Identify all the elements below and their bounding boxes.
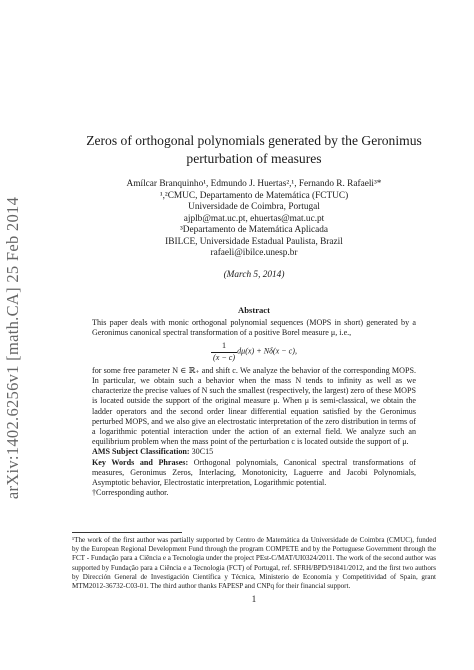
footnote-rule [72,532,182,533]
affiliation-1: ¹,²CMUC, Departamento de Matemática (FCTUC) [159,190,349,201]
equation-numerator: 1 [211,341,237,352]
measure-equation [92,341,416,362]
funding-footnote: ¹The work of the first author was partially supported by Centro de Matemática da Universidade de Coimbra (CMUC), funded by the European Regional Development Fund through the program COMPETE and by the Portuguese Government through the FCT - Fundação para a Ciência e a Tecnologia under the project PEst-C/MAT/UI0324/2011. The work of the second author was supported by Fundação para a Ciência e a Tecnologia (FCT) of Portugal, ref. SFRH/BPD/91841/2012, and the first two authors by Dirección General de Investigación Científica y Técnica, Ministerio de Economía y Competitividad of Spain, grant MTM2012-36732-C03-01. The third author thanks FAPESP and CNPq for their financial support. [72,536,436,591]
msc-value: 30C15 [189,447,214,457]
abstract-body: for some free parameter N ∈ ℝ₊ and shift c. We analyze the behavior of the corresponding MOPS. In particular, we obtain such a behavior when the mass N tends to infinity as well as we characterize the precise values of N such the smallest (respectively, the largest) zero of these MOPS is located outside the support of the original measure μ. When μ is semi-classical, we obtain the ladder operators and the second order linear differential equation satisfied by the Geronimus perturbed MOPS, and we also give an electrostatic interpretation of the zero distribution in terms of a logarithmic potential interaction under the action of an external field. We analyze such an equilibrium problem when the mass point of the perturbation c is located outside the support of μ. [92,365,416,447]
equation-denominator: (x − c) [213,352,236,362]
paper-title [72,132,436,168]
arxiv-id: arXiv:1402.6256v1 [math.CA] 25 Feb 2014 [3,196,23,499]
author-email-2: rafaeli@ibilce.unesp.br [210,248,298,258]
keywords-value: Orthogonal polynomials, Canonical spectral transformations of measures, Geronimus Zeros, Interlacing, Monotonicity, Laguerre and Jacobi Polynomials, Asymptotic behavior, Electrostatic interpretation, Logarithmic potential. [92,457,416,488]
author-emails-1: ajplb@mat.uc.pt, ehuertas@mat.uc.pt [183,213,325,224]
keywords-label: Key Words and Phrases: [92,457,189,467]
arxiv-stamp [2,180,24,515]
abstract-heading: Abstract [238,305,270,315]
title-line-1: Zeros of orthogonal polynomials generated by the Geronimus [86,133,422,148]
page-number: 1 [251,595,257,605]
equation-tail: dμ(x) + Nδ(x − c), [237,347,297,356]
equation-fraction [211,341,237,362]
author-names: Amílcar Branquinho¹, Edmundo J. Huertas²,¹, Fernando R. Rafaeli³* [126,179,382,189]
affiliation-2: ³Departamento de Matemática Aplicada [179,225,329,235]
abstract-intro: This paper deals with monic orthogonal polynomial sequences (MOPS in short) generated by a Geronimus canonical spectral transformation of a positive Borel measure μ, i.e., [92,318,416,338]
title-line-2: perturbation of measures [186,151,322,166]
paper-date: (March 5, 2014) [223,269,285,280]
affiliation-1-place: Universidade de Coimbra, Portugal [188,202,320,212]
abstract [92,318,416,498]
affiliation-2-place: IBILCE, Universidade Estadual Paulista, Brazil [165,236,343,247]
msc-label: AMS Subject Classification: [92,447,190,457]
corresponding-author-note: †Corresponding author. [92,488,169,498]
keywords-line [92,458,416,489]
msc-line [92,447,416,457]
author-block [72,179,436,281]
